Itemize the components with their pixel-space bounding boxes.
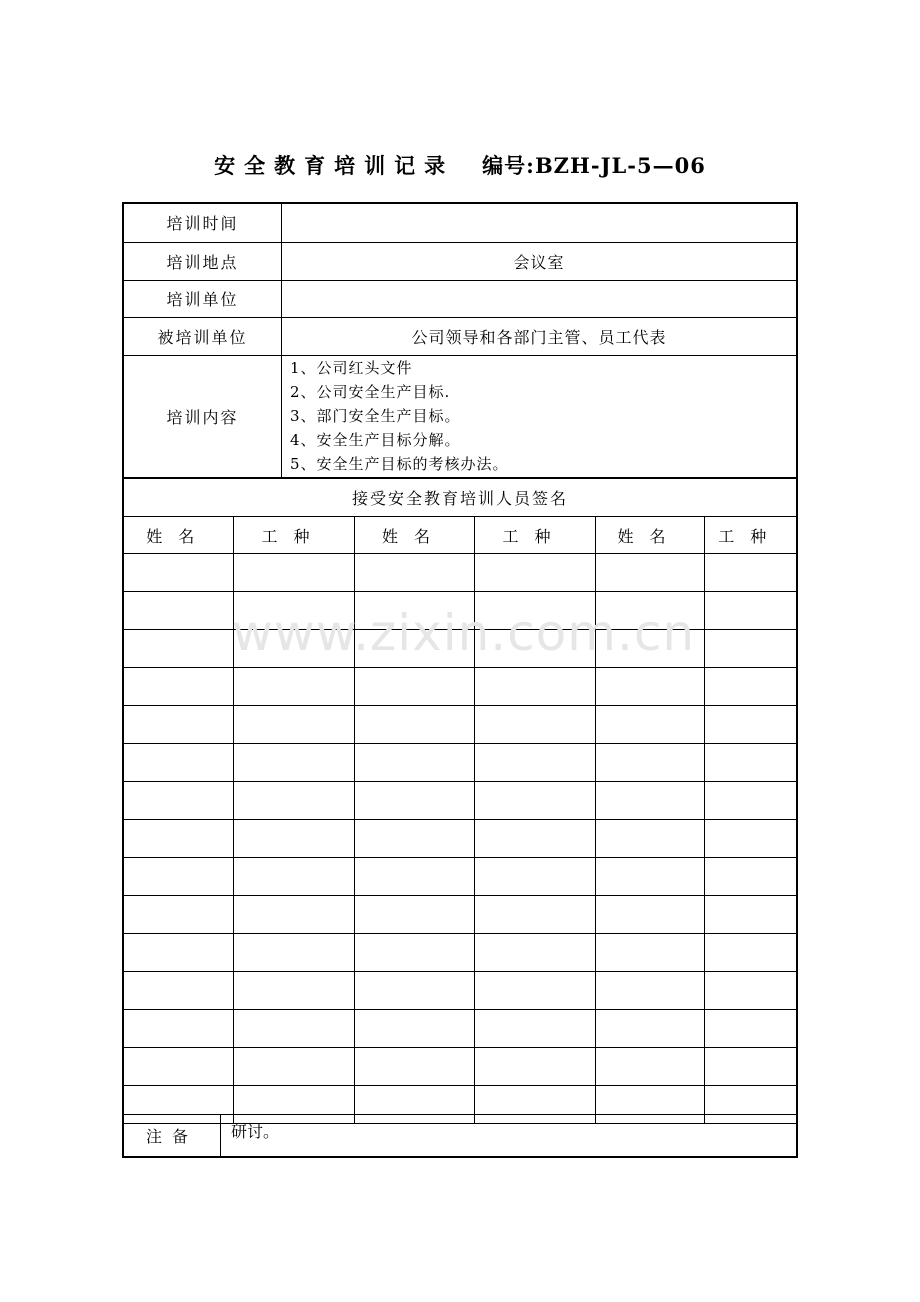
- signature-row: [124, 820, 796, 858]
- signature-row: [124, 896, 796, 934]
- signature-title: 接受安全教育培训人员签名: [124, 479, 796, 517]
- signature-row: [124, 1048, 796, 1086]
- job-cell[interactable]: [474, 592, 595, 630]
- job-cell[interactable]: [704, 896, 796, 934]
- job-cell[interactable]: [704, 630, 796, 668]
- document-title: [0, 150, 920, 180]
- info-table: [124, 204, 796, 478]
- job-cell[interactable]: [704, 858, 796, 896]
- job-cell[interactable]: [474, 896, 595, 934]
- job-cell[interactable]: [474, 554, 595, 592]
- code-value: BZH-JL-5—06: [534, 153, 706, 178]
- job-cell[interactable]: [704, 592, 796, 630]
- job-cell[interactable]: [474, 972, 595, 1010]
- name-cell[interactable]: [595, 1010, 704, 1048]
- job-cell[interactable]: [474, 668, 595, 706]
- signature-row: [124, 934, 796, 972]
- trainee-label: 被培训单位: [124, 317, 282, 355]
- name-cell[interactable]: [124, 896, 233, 934]
- signature-row: [124, 668, 796, 706]
- watermark: www.zixin.com.cn: [232, 604, 696, 662]
- signature-row: [124, 554, 796, 592]
- name-cell[interactable]: [354, 592, 474, 630]
- signature-row: [124, 858, 796, 896]
- name-cell[interactable]: [595, 668, 704, 706]
- job-cell[interactable]: [474, 630, 595, 668]
- content-item: 3、部门安全生产目标。: [290, 407, 461, 425]
- name-cell[interactable]: [124, 1010, 233, 1048]
- trainee-value[interactable]: 公司领导和各部门主管、员工代表: [282, 317, 797, 355]
- place-label: 培训地点: [124, 242, 282, 280]
- signature-row: [124, 972, 796, 1010]
- name-cell[interactable]: [124, 554, 233, 592]
- name-cell[interactable]: [595, 858, 704, 896]
- name-cell[interactable]: [354, 744, 474, 782]
- col-header-name: 姓名: [124, 517, 233, 554]
- job-cell[interactable]: [474, 858, 595, 896]
- name-cell[interactable]: [595, 934, 704, 972]
- time-value[interactable]: [282, 204, 797, 242]
- name-cell[interactable]: [595, 896, 704, 934]
- name-cell[interactable]: [354, 820, 474, 858]
- job-cell[interactable]: [704, 1010, 796, 1048]
- name-cell[interactable]: [354, 706, 474, 744]
- col-header-job: 工种: [474, 517, 595, 554]
- job-cell[interactable]: [233, 858, 354, 896]
- job-cell[interactable]: [704, 782, 796, 820]
- job-cell[interactable]: [233, 820, 354, 858]
- signature-row: [124, 782, 796, 820]
- name-cell[interactable]: [124, 1048, 233, 1086]
- name-cell[interactable]: [354, 630, 474, 668]
- name-cell[interactable]: [595, 820, 704, 858]
- signature-table: [124, 478, 796, 1124]
- title-text: 安全教育培训记录: [214, 153, 455, 178]
- code-label: 编号:: [482, 153, 535, 178]
- job-cell[interactable]: [474, 1048, 595, 1086]
- content-label: 培训内容: [124, 355, 282, 477]
- col-header-job: 工种: [704, 517, 796, 554]
- name-cell[interactable]: [595, 1048, 704, 1086]
- content-list[interactable]: [282, 355, 797, 477]
- form-frame: [122, 202, 798, 1158]
- name-cell[interactable]: [354, 1048, 474, 1086]
- name-cell[interactable]: [595, 782, 704, 820]
- job-cell[interactable]: [704, 972, 796, 1010]
- job-cell[interactable]: [233, 554, 354, 592]
- name-cell[interactable]: [595, 972, 704, 1010]
- job-cell[interactable]: [233, 1010, 354, 1048]
- name-cell[interactable]: [595, 744, 704, 782]
- name-cell[interactable]: [354, 858, 474, 896]
- job-cell[interactable]: [704, 820, 796, 858]
- name-cell[interactable]: [124, 630, 233, 668]
- name-cell[interactable]: [595, 706, 704, 744]
- unit-label: 培训单位: [124, 280, 282, 317]
- note-label: 注备: [124, 1115, 221, 1157]
- signature-row: [124, 744, 796, 782]
- name-cell[interactable]: [354, 782, 474, 820]
- name-cell[interactable]: [354, 668, 474, 706]
- name-cell[interactable]: [595, 592, 704, 630]
- job-cell[interactable]: [233, 630, 354, 668]
- job-cell[interactable]: [474, 782, 595, 820]
- content-item: 2、公司安全生产目标.: [290, 383, 451, 401]
- job-cell[interactable]: [233, 896, 354, 934]
- job-cell[interactable]: [233, 782, 354, 820]
- signature-row: [124, 592, 796, 630]
- unit-value[interactable]: [282, 280, 797, 317]
- name-cell[interactable]: [354, 972, 474, 1010]
- name-cell[interactable]: [354, 896, 474, 934]
- note-value[interactable]: 研讨。: [221, 1115, 797, 1157]
- name-cell[interactable]: [124, 744, 233, 782]
- name-cell[interactable]: [124, 972, 233, 1010]
- name-cell[interactable]: [354, 554, 474, 592]
- name-cell[interactable]: [124, 592, 233, 630]
- name-cell[interactable]: [124, 820, 233, 858]
- job-cell[interactable]: [233, 744, 354, 782]
- name-cell[interactable]: [124, 934, 233, 972]
- job-cell[interactable]: [704, 668, 796, 706]
- job-cell[interactable]: [233, 592, 354, 630]
- job-cell[interactable]: [233, 934, 354, 972]
- content-item: 4、安全生产目标分解。: [290, 431, 461, 449]
- name-cell[interactable]: [124, 782, 233, 820]
- name-cell[interactable]: [124, 858, 233, 896]
- job-cell[interactable]: [233, 972, 354, 1010]
- name-cell[interactable]: [124, 668, 233, 706]
- job-cell[interactable]: [233, 1048, 354, 1086]
- job-cell[interactable]: [704, 1048, 796, 1086]
- signature-row: [124, 706, 796, 744]
- job-cell[interactable]: [704, 706, 796, 744]
- job-cell[interactable]: [704, 744, 796, 782]
- job-cell[interactable]: [474, 706, 595, 744]
- job-cell[interactable]: [474, 1010, 595, 1048]
- time-label: 培训时间: [124, 204, 282, 242]
- job-cell[interactable]: [474, 934, 595, 972]
- signature-row: [124, 1010, 796, 1048]
- signature-row: [124, 630, 796, 668]
- col-header-job: 工种: [233, 517, 354, 554]
- job-cell[interactable]: [704, 934, 796, 972]
- note-table: [124, 1114, 796, 1156]
- job-cell[interactable]: [474, 820, 595, 858]
- content-item: 5、安全生产目标的考核办法。: [290, 455, 509, 473]
- col-header-name: 姓名: [595, 517, 704, 554]
- content-item: 1、公司红头文件: [290, 359, 413, 377]
- job-cell[interactable]: [233, 668, 354, 706]
- place-value[interactable]: 会议室: [282, 242, 797, 280]
- col-header-name: 姓名: [354, 517, 474, 554]
- job-cell[interactable]: [704, 554, 796, 592]
- name-cell[interactable]: [595, 554, 704, 592]
- name-cell[interactable]: [354, 1010, 474, 1048]
- job-cell[interactable]: [233, 706, 354, 744]
- name-cell[interactable]: [124, 706, 233, 744]
- job-cell[interactable]: [474, 744, 595, 782]
- name-cell[interactable]: [595, 630, 704, 668]
- name-cell[interactable]: [354, 934, 474, 972]
